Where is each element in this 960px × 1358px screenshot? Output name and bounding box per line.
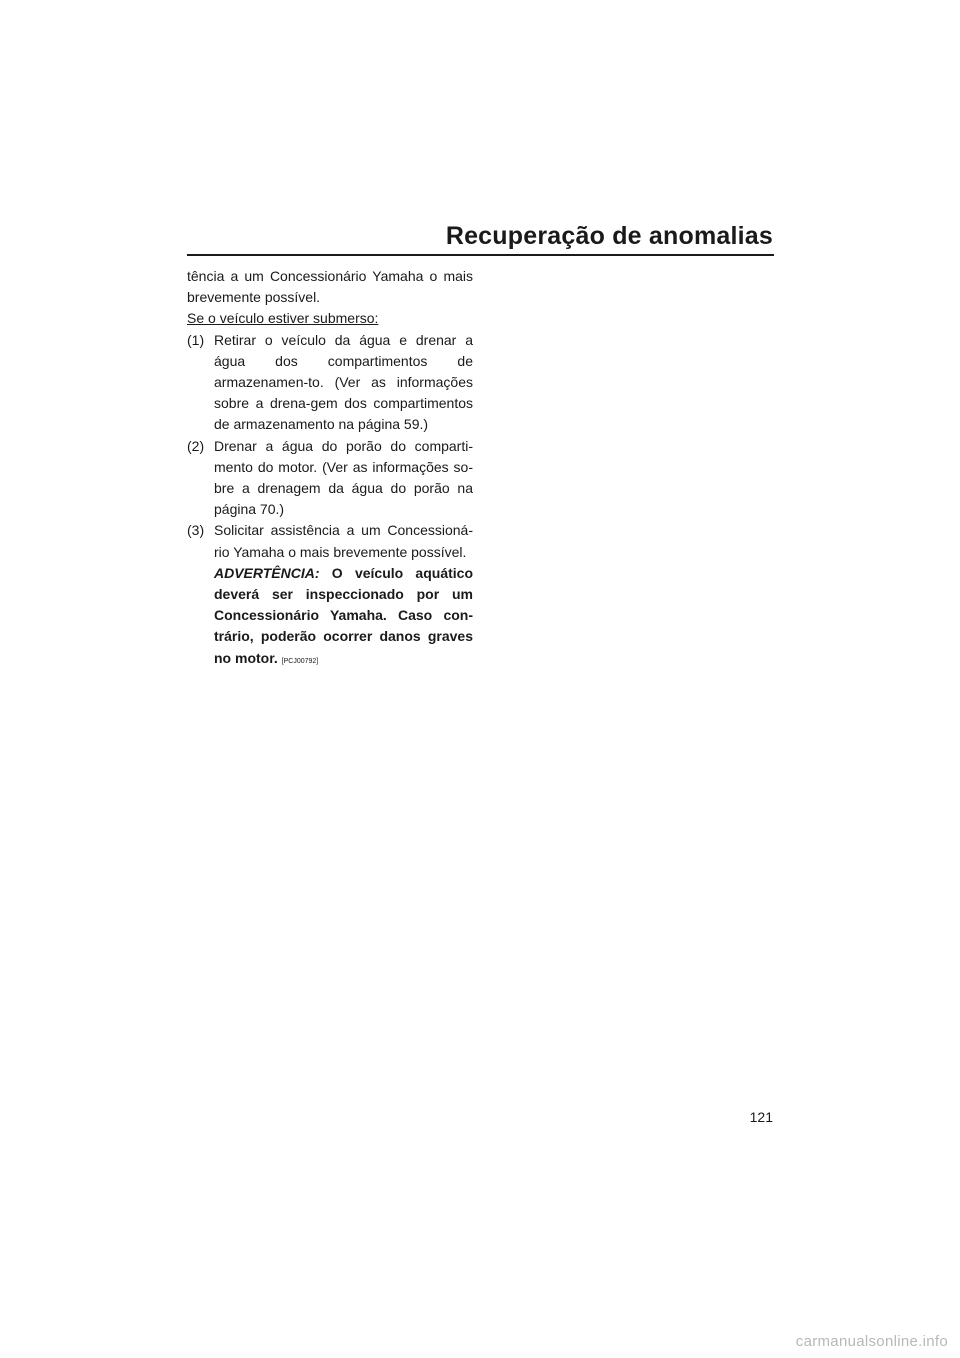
watermark: carmanualsonline.info	[795, 1333, 948, 1350]
step-text: Drenar a água do porão do comparti-mento do motor. (Ver as informações so-bre a drenagem da água do porão na página 70.)	[214, 437, 473, 518]
step-number: (1)	[187, 331, 205, 348]
warning-label: ADVERTÊNCIA:	[214, 564, 320, 581]
main-content	[187, 266, 473, 672]
reference-code: [PCJ00792]	[281, 657, 319, 665]
header-divider	[187, 254, 774, 256]
section-subheading: Se o veículo estiver submerso:	[187, 310, 379, 327]
warning-text: O veículo aquático deverá ser inspeccionado por um Concessionário Yamaha. Caso con-trário, poderão ocorrer danos graves no motor.	[214, 564, 474, 666]
step-text: Solicitar assistência a um Concessioná-rio Yamaha o mais brevemente possível.	[214, 522, 473, 560]
page-number: 121	[749, 1109, 773, 1125]
page-title: Recuperação de anomalias	[445, 222, 773, 250]
step-text: Retirar o veículo da água e drenar a água dos compartimentos de armazenamen-to. (Ver as informações sobre a drena-gem dos compartimentos de armazenamento na página 59.)	[214, 331, 473, 433]
intro-paragraph: tência a um Concessionário Yamaha o mais brevemente possível.	[187, 268, 473, 306]
step-number: (2)	[187, 437, 205, 454]
step-item	[187, 436, 473, 521]
step-item	[187, 520, 473, 562]
warning-block	[214, 563, 473, 672]
step-number: (3)	[187, 522, 205, 539]
step-item	[187, 330, 473, 436]
